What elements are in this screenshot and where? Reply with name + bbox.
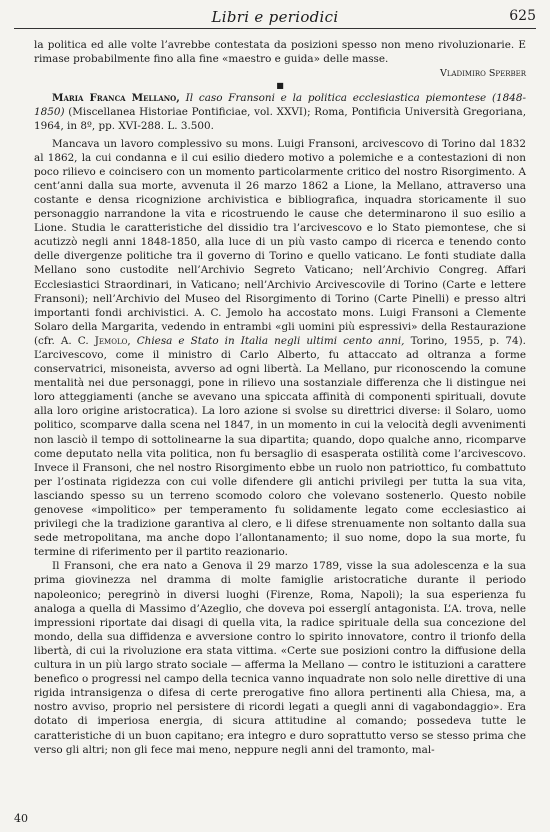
review-paragraph-2: Il Fransoni, che era nato a Genova il 29 marzo 1789, visse la sua adolescenza e la sua prima giovinezza nel dramma di molte famiglie aristocratiche durante il periodo napoleonico; peregrinò in diversi luoghi (Firenze, Roma, Napoli); la sua esperienza fu analoga a quella di Massimo d’Azeglio, che doveva poi esserglί antagonista. L’A. trova, nelle impressioni riportate dai disagi di quella vita, la radice spirituale della sua concezione del mondo, della sua diffidenza e avversione contro lo spirito innovatore, contro il trionfo della libertà, di cui la rivoluzione era stata vittima. «Certe sue posizioni contro la diffusione della cultura in un più largo strato sociale — afferma la Mellano — contro le istituzioni a carattere benefico o progressi nel campo della tecnica vanno inquadrate non solo nelle direttive di una rigida intransigenza o difesa di certe prerogative fino allora pertinenti alla Chiesa, ma, a nostro avviso, proprio nel persistere di ricordi legati a quegli anni di vagabondaggio». Era dotato di imperiosa energia, di sicura attitudine al comando; possedeva tutte le caratteristiche di un buon capitano; era integro e duro soprattutto verso se stesso prima che verso gli altri; non gli fece mai meno, neppure negli anni del tramonto, mal- bbox=[34, 560, 526, 756]
previous-review-ending: la politica ed alle volte l’avrebbe contestata da posizioni spesso non meno rivoluzionarie. E rimase probabilmente fino alla fine «maestro e guida» delle masse. bbox=[34, 39, 526, 66]
cited-author: Jemolo, bbox=[94, 334, 131, 347]
page-body bbox=[34, 38, 526, 757]
book-citation bbox=[34, 91, 526, 133]
running-title: Libri e periodici bbox=[211, 8, 339, 26]
reviewer-signature: Vladimiro Sperber bbox=[439, 68, 526, 80]
page-number: 625 bbox=[509, 8, 536, 24]
paragraph-1-part-a: Mancava un lavoro complessivo su mons. Luigi Fransoni, arcivescovo di Torino dal 1832 al 1862, la cui condanna e il cui esilio diedero motivo a polemiche e a contestazioni di non poco rilievo e coincisero con un momento particolarmente critico del nostro Risorgimento. A cent’anni dalla sua morte, avvenuta il 26 marzo 1862 a Lione, la Mellano, attraverso una costante e densa ricognizione archivistica e bibliografica, inquadra storicamente il suo personaggio narrandone la vita e ricostruendo le cause che determinarono il suo esilio a Lione. Studia le caratteristiche del dissidio tra l’arcivescovo e lo Stato piemontese, che si acutizzò negli anni 1848-1850, alla luce di un più vasto campo di ricerca e tenendo conto delle divergenze politiche tra il governo di Torino e quello vaticano. Le fonti studiate dalla Mellano sono custodite nell’Archivio Segreto Vaticano; nell’Archivio Congreg. Affari Ecclesiastici Straordinari, in Vaticano; nell’Archivio Arcivescovile di Torino (Carte e lettere Fransoni); nell’Archivio del Museo del Risorgimento di Torino (Carte Pinelli) e presso altri importanti fondi archivistici. A. C. Jemolo ha accostato mons. Luigi Fransoni a Clemente Solaro della Margarita, vedendo in entrambi «gli uomini più espressivi» della Restaurazione (cfr. A. C. bbox=[34, 137, 526, 347]
review-paragraph-1 bbox=[34, 137, 526, 560]
folio-number: 40 bbox=[14, 812, 28, 825]
paragraph-1-part-b: Torino, 1955, p. 74). L’arcivescovo, come il ministro di Carlo Alberto, fu attaccato ad oltranza a forme conservatrici, misoneista, avverso ad ogni libertà. La Mellano, pur riconoscendo la comune mentalità nei due personaggi, pone in rilievo una sostanziale differenza che li distingue nei loro atteggiamenti (anche se avevano una spiccata affinità di componenti spirituali, dovute alla loro origine aristocratica). La loro azione si svolse su direttrici diverse: il Solaro, uomo politico, scomparve dalla scena nel 1847, in un momento in cui la velocità degli avvenimenti non lasciò il tempo di sottolinearne la sua dipartita; quando, dopo qualche anno, ricomparve come deputato nella vita politica, non fu bersaglio di esasperata ostilità come l’arcivescovo. Invece il Fransoni, che nel nostro Risorgimento ebbe un ruolo non patriottico, fu combattuto per l’ostinata rigidezza con cui volle difendere gli antichi privilegi per tutta la sua vita, lasciando spesso su un terreno scomodo coloro che volevano sostenerlo. Questo nobile genovese «impolitico» per temperamento fu solidamente legato come ecclesiastico ai privilegi che la tradizione garantiva al clero, e li difese strenuamente non soltanto dalla sua sede metropolitana, ma anche dopo l’allontanamento; il suo nome, dopo la sua morte, fu termine di riferimento per il partito reazionario. bbox=[34, 334, 526, 559]
book-publication-details: (Miscellanea Historiae Pontificiae, vol. XXVI); Roma, Pontificia Università Gregoriana, 1964, in 8º, pp. XVI-288. L. 3.500. bbox=[34, 106, 526, 133]
cited-book-title: Chiesa e Stato in Italia negli ultimi cento anni, bbox=[136, 334, 405, 347]
running-header bbox=[0, 0, 550, 30]
header-rule bbox=[14, 28, 536, 29]
section-separator: ■ bbox=[276, 81, 284, 91]
book-title: Il caso Fransoni e la politica ecclesiastica piemontese (1848-1850) bbox=[34, 92, 526, 119]
book-author: Maria Franca Mellano, bbox=[52, 92, 180, 105]
